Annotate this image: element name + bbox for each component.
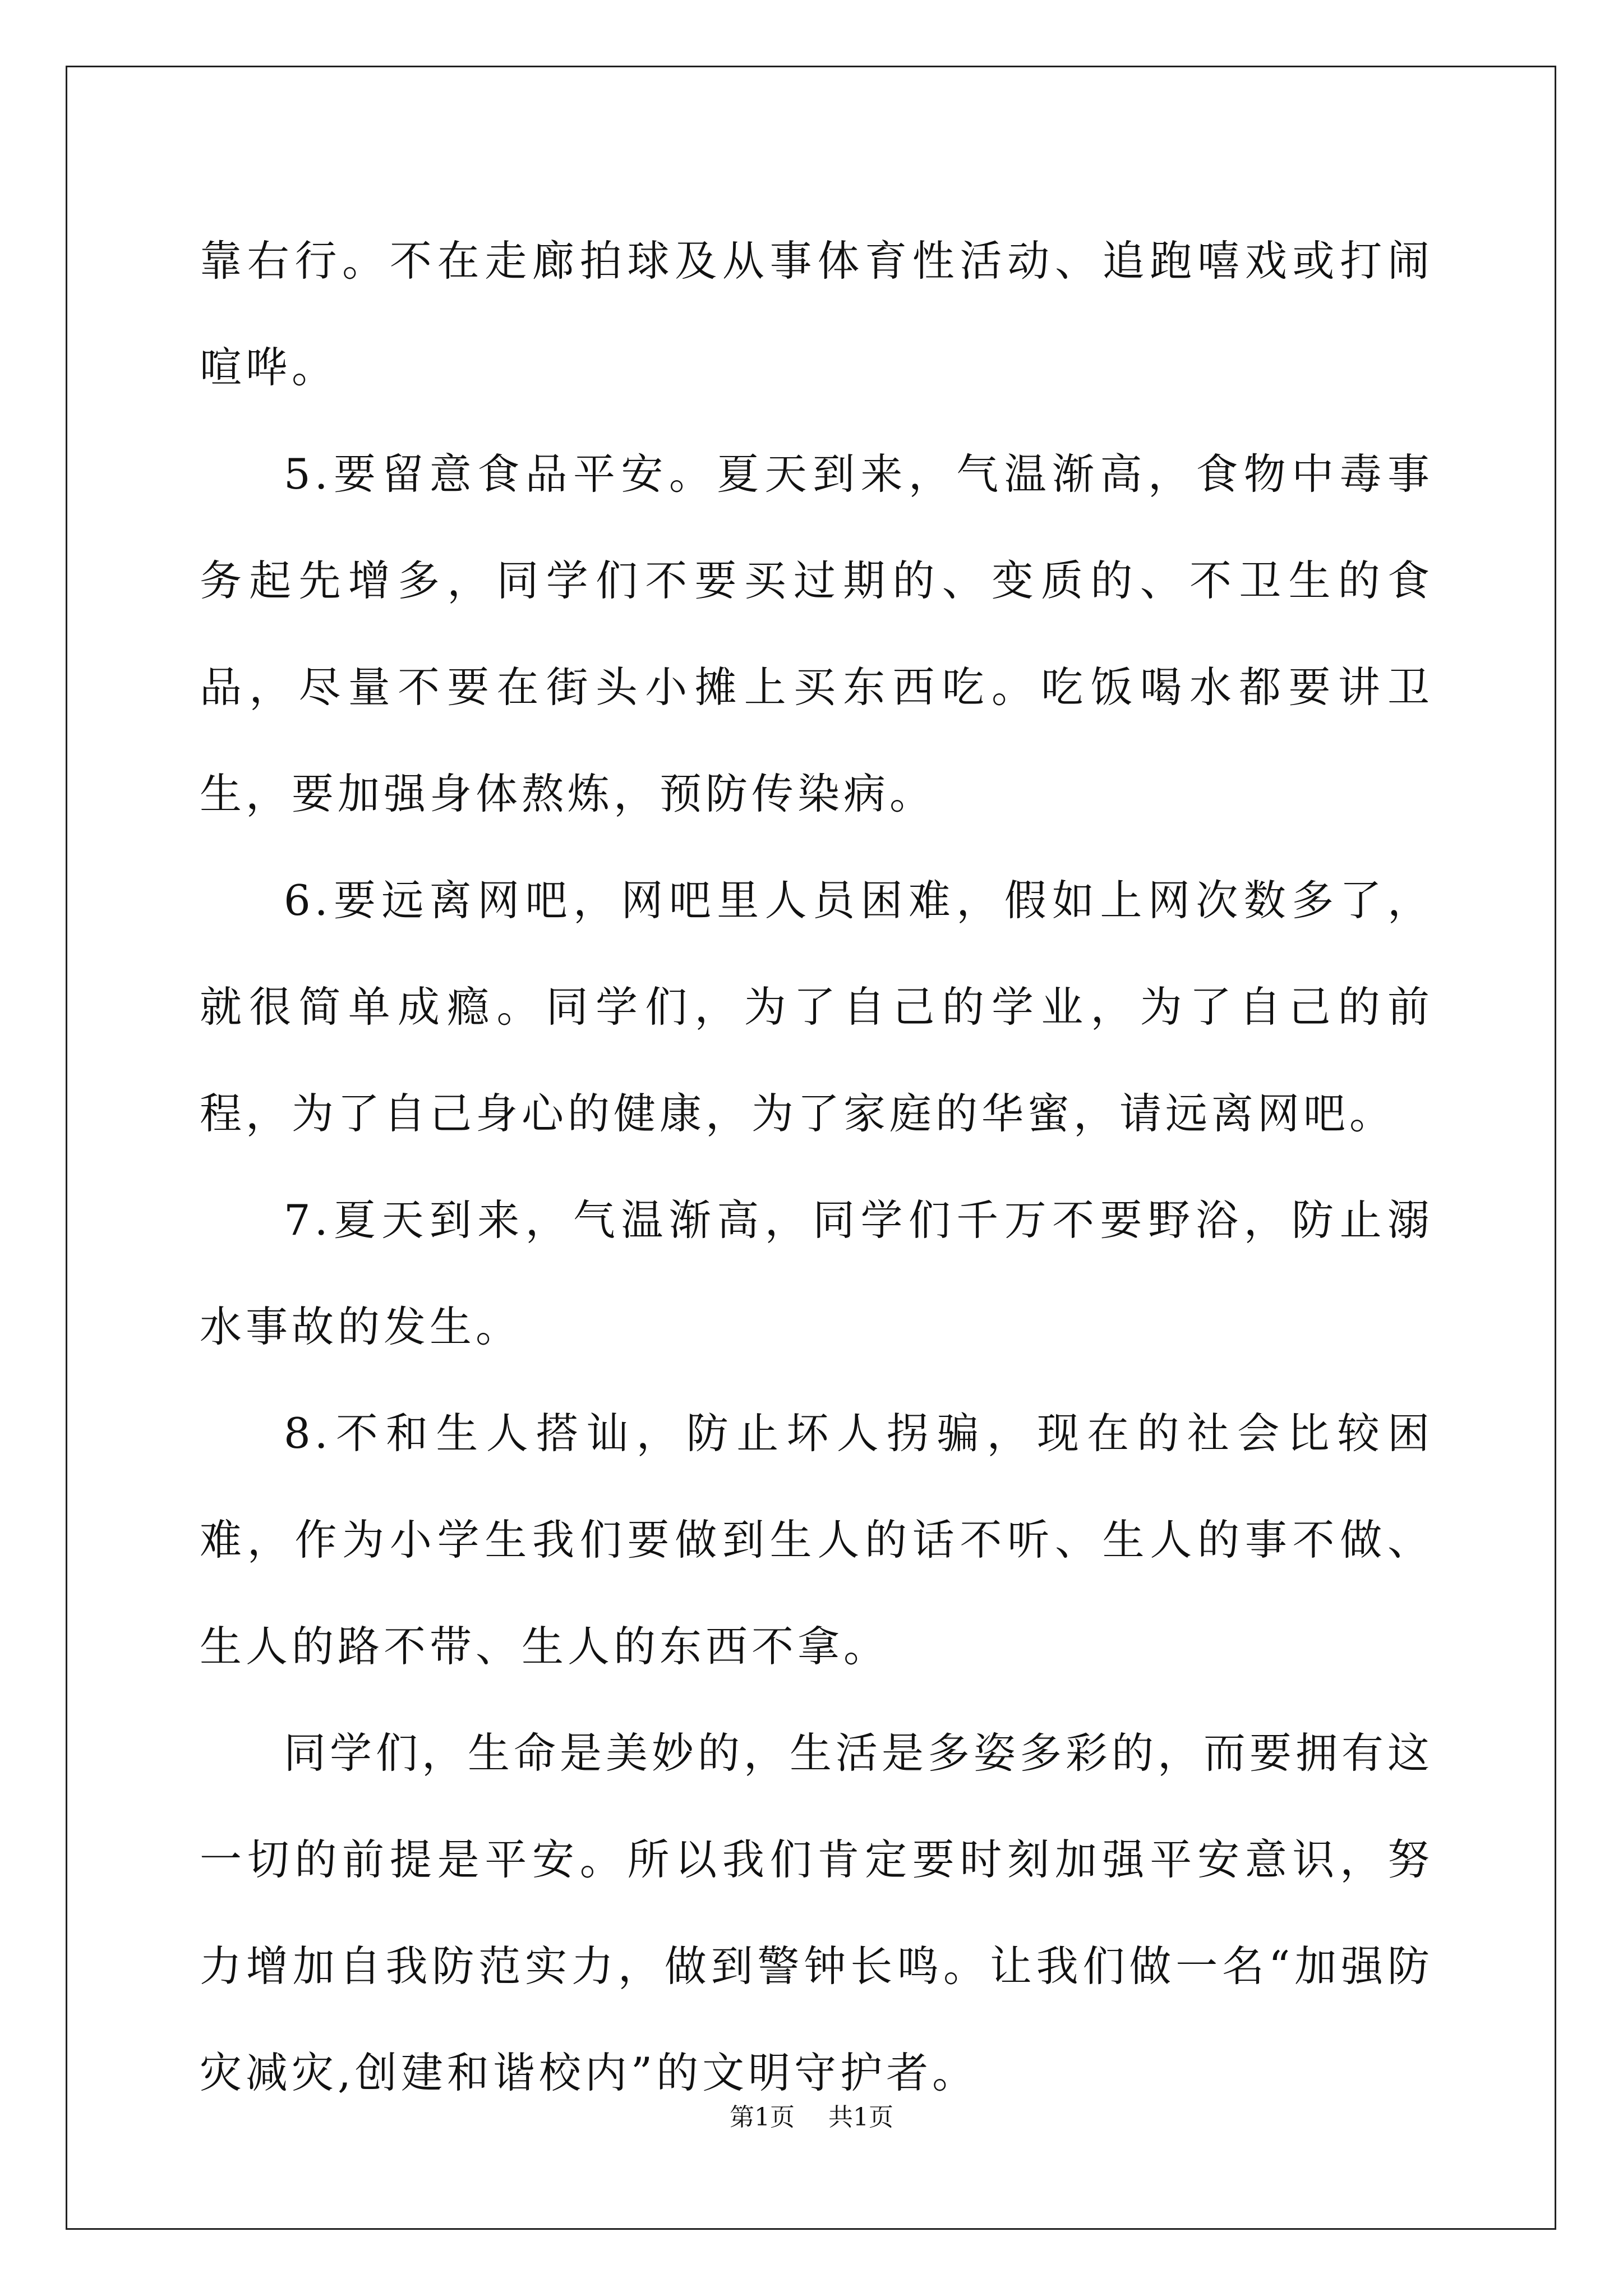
paragraph-8: 8.不和生人搭讪，防止坏人拐骗，现在的社会比较困难，作为小学生我们要做到生人的话不听、生人的事不做、生人的路不带、生人的东西不拿。 — [200, 1409, 1433, 1671]
page-number: 第1页 — [730, 2103, 795, 2132]
paragraph-1: 靠右行。不在走廊拍球及从事体育性活动、追跑嘻戏或打闹喧哗。 — [200, 236, 1433, 392]
paragraph-closing: 同学们，生命是美妙的，生活是多姿多彩的，而要拥有这一切的前提是平安。所以我们肯定要时刻加强平安意识，努力增加自我防范实力，做到警钟长鸣。让我们做一名“加强防灾减灾,创建和谐校内”的文明守护者。 — [200, 1728, 1434, 2097]
paragraph-7: 7.夏天到来，气温渐高，同学们千万不要野浴，防止溺水事故的发生。 — [200, 1195, 1433, 1351]
document-body — [200, 208, 1433, 2126]
paragraph-6: 6.要远离网吧，网吧里人员困难，假如上网次数多了，就很简单成瘾。同学们，为了自己的学业，为了自己的前程，为了自己身心的健康，为了家庭的华蜜，请远离网吧。 — [200, 876, 1433, 1138]
page-footer — [0, 2097, 1623, 2133]
page-total: 共1页 — [828, 2103, 893, 2132]
paragraph-5: 5.要留意食品平安。夏天到来，气温渐高，食物中毒事务起先增多，同学们不要买过期的、变质的、不卫生的食品，尽量不要在街头小摊上买东西吃。吃饭喝水都要讲卫生，要加强身体熬炼，预防传染病。 — [200, 449, 1433, 818]
